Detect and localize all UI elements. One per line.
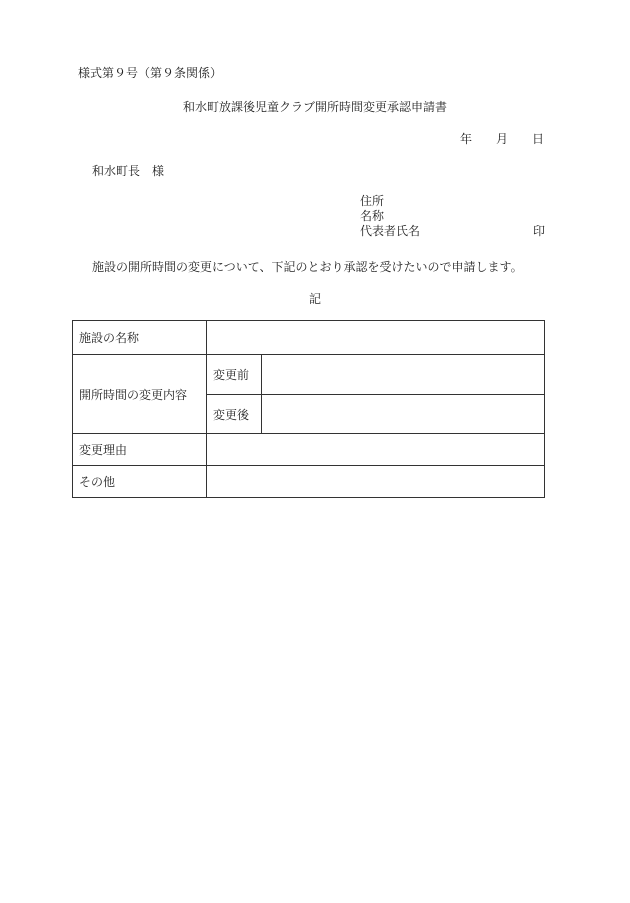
- name-label: 名称: [360, 209, 385, 223]
- change-content-label: 開所時間の変更内容: [73, 355, 207, 434]
- facility-name-label: 施設の名称: [73, 321, 207, 355]
- other-label: その他: [73, 466, 207, 498]
- address-label: 住所: [360, 194, 385, 208]
- before-value[interactable]: [262, 355, 545, 395]
- date-line: [460, 130, 544, 147]
- representative-label: 代表者氏名: [360, 224, 421, 238]
- reason-label: 変更理由: [73, 434, 207, 466]
- addressee: 和水町長 様: [92, 164, 165, 178]
- applicant-block: [360, 194, 545, 239]
- other-value[interactable]: [207, 466, 545, 498]
- table-row: [73, 466, 545, 498]
- reason-value[interactable]: [207, 434, 545, 466]
- ki-mark: 記: [308, 292, 321, 306]
- after-value[interactable]: [262, 395, 545, 434]
- before-label: 変更前: [207, 355, 262, 395]
- after-label: 変更後: [207, 395, 262, 434]
- detail-table: [72, 320, 545, 498]
- table-row: [73, 355, 545, 395]
- facility-name-value[interactable]: [207, 321, 545, 355]
- seal-mark: 印: [532, 224, 545, 238]
- form-number: 様式第９号（第９条関係）: [78, 66, 223, 80]
- year-label: 年: [459, 132, 472, 146]
- table-row: [73, 321, 545, 355]
- month-label: 月: [495, 132, 508, 146]
- document-title: 和水町放課後児童クラブ開所時間変更承認申請書: [182, 100, 447, 114]
- request-text: 施設の開所時間の変更について、下記のとおり承認を受けたいので申請します。: [92, 260, 523, 274]
- table-row: [73, 434, 545, 466]
- day-label: 日: [531, 132, 544, 146]
